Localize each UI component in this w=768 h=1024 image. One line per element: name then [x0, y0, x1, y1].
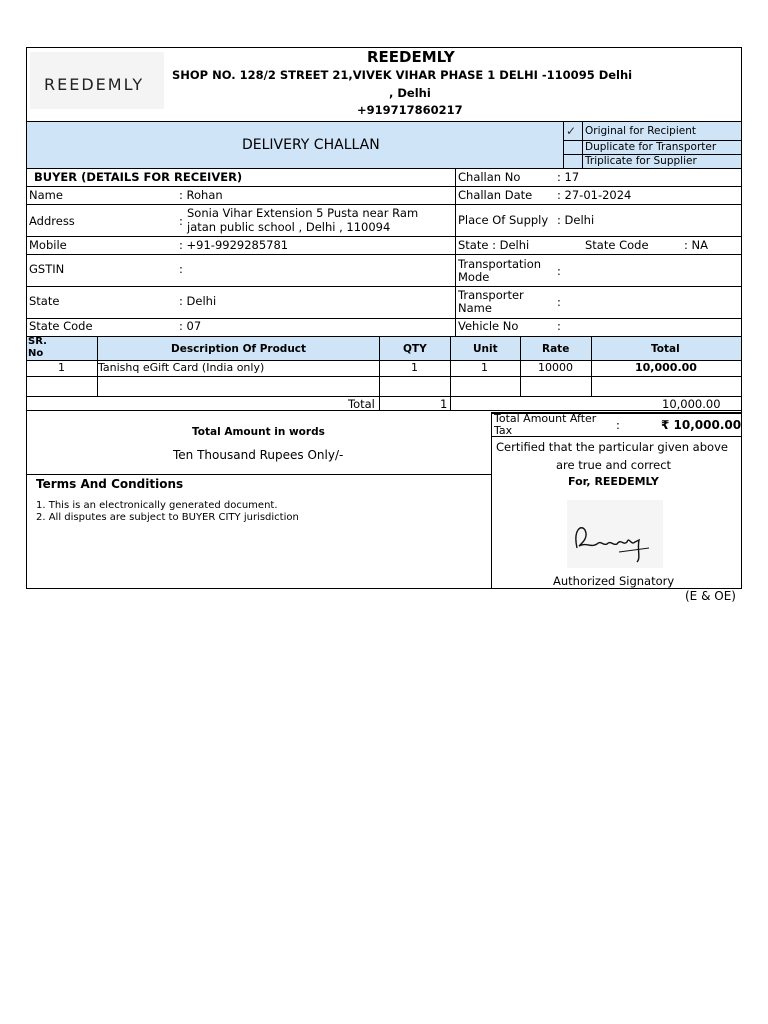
table-header [27, 337, 741, 360]
transporter-name-label-2: Name [458, 301, 492, 315]
row-total: 10,000.00 [635, 361, 697, 374]
row-sr: 1 [58, 361, 65, 374]
buyer-gstin-label: GSTIN [29, 262, 65, 276]
buyer-state-value: : Delhi [179, 294, 217, 308]
vehicle-no-label: Vehicle No [458, 319, 519, 333]
transporter-name-value: : [557, 295, 561, 309]
col-rate: Rate [542, 343, 570, 355]
buyer-mobile-value: : +91-9929285781 [179, 238, 289, 252]
document-title: DELIVERY CHALLAN [242, 137, 380, 153]
after-tax-value: ₹ 10,000.00 [661, 418, 742, 432]
buyer-state-label: State [29, 294, 60, 308]
terms-item-1: 1. This is an electronically generated document. [36, 500, 278, 511]
amount-words-value: Ten Thousand Rupees Only/- [173, 448, 344, 462]
total-qty: 1 [440, 397, 448, 411]
challan-no-value: : 17 [557, 170, 580, 184]
col-sr-1: SR. [28, 336, 47, 347]
authorized-signatory: Authorized Signatory [553, 574, 675, 588]
buyer-gstin-value: : [179, 262, 183, 276]
col-qty: QTY [403, 343, 427, 355]
signature-image [567, 500, 663, 568]
copy-duplicate-checkbox[interactable] [564, 141, 582, 154]
company-name: REEDEMLY [367, 48, 455, 66]
copy-original-label: Original for Recipient [585, 125, 696, 137]
buyer-mobile-label: Mobile [29, 238, 67, 252]
buyer-state-code-value: : 07 [179, 319, 202, 333]
certification-line2: are true and correct [556, 458, 672, 472]
challan-date-value: : 27-01-2024 [557, 188, 632, 202]
buyer-address-label: Address [29, 214, 75, 228]
terms-heading: Terms And Conditions [36, 477, 184, 491]
after-tax-colon: : [616, 418, 620, 432]
total-label: Total [348, 397, 375, 411]
logo-text: REEDEMLY [44, 75, 145, 94]
buyer-address-colon: : [179, 214, 183, 228]
row-unit: 1 [481, 361, 488, 374]
buyer-name-value: : Rohan [179, 188, 223, 202]
row-rate: 10000 [538, 361, 573, 374]
amount-words-heading: Total Amount in words [192, 426, 325, 438]
company-address-line1: SHOP NO. 128/2 STREET 21,VIVEK VIHAR PHASE 1 DELHI -110095 Delhi [172, 68, 633, 82]
buyer-name-label: Name [29, 188, 63, 202]
col-description: Description Of Product [171, 343, 307, 355]
total-amount: 10,000.00 [662, 397, 721, 411]
col-total: Total [651, 343, 680, 355]
after-tax-label-2: Tax [494, 424, 513, 437]
challan-state-code-label: State Code [585, 238, 649, 252]
place-of-supply-label: Place Of Supply [458, 213, 549, 227]
copy-triplicate-checkbox[interactable] [564, 155, 582, 168]
transport-mode-label-1: Transportation [458, 257, 542, 271]
terms-item-2: 2. All disputes are subject to BUYER CITY jurisdiction [36, 512, 299, 523]
company-logo [30, 52, 164, 109]
challan-state: State : Delhi [458, 238, 530, 252]
challan-no-label: Challan No [458, 170, 521, 184]
copy-duplicate-label: Duplicate for Transporter [585, 141, 717, 153]
row-qty: 1 [411, 361, 418, 374]
buyer-heading: BUYER (DETAILS FOR RECEIVER) [34, 170, 243, 184]
after-tax-label-1: Total Amount After [494, 412, 597, 425]
copy-triplicate-label: Triplicate for Supplier [585, 155, 697, 167]
check-icon[interactable]: ✓ [566, 124, 577, 138]
challan-date-label: Challan Date [458, 188, 533, 202]
company-phone: +919717860217 [357, 103, 463, 117]
vehicle-no-value: : [557, 319, 561, 333]
certification-for: For, REEDEMLY [568, 475, 659, 488]
place-of-supply-value: : Delhi [557, 213, 595, 227]
transport-mode-value: : [557, 264, 561, 278]
signature-mark [567, 500, 663, 568]
row-description: Tanishq eGift Card (India only) [98, 361, 265, 374]
transporter-name-label-1: Transporter [458, 288, 524, 302]
buyer-address-line1: Sonia Vihar Extension 5 Pusta near Ram [187, 206, 419, 220]
footer-note: (E & OE) [685, 589, 736, 603]
transport-mode-label-2: Mode [458, 270, 490, 284]
challan-state-code-value: : NA [684, 238, 708, 252]
buyer-state-code-label: State Code [29, 319, 93, 333]
company-address-line2: , Delhi [389, 86, 431, 100]
col-sr-2: No [28, 348, 44, 359]
logo-mark [30, 52, 164, 109]
buyer-address-line2: jatan public school , Delhi , 110094 [187, 220, 391, 234]
col-unit: Unit [473, 343, 498, 355]
certification-line1: Certified that the particular given above [496, 440, 728, 454]
